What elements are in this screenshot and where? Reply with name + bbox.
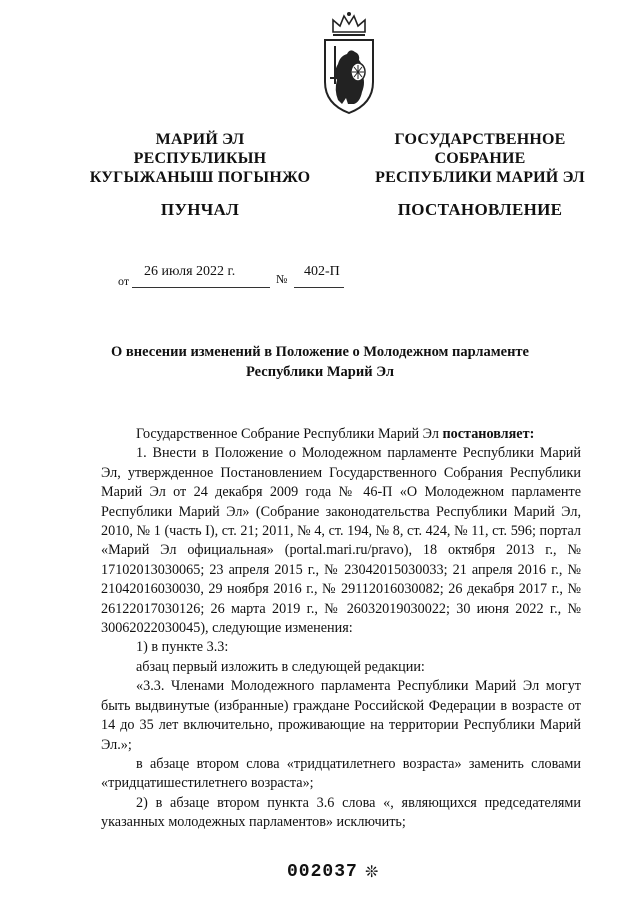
paragraph-1: 1. Внести в Положение о Молодежном парламенте Республики Марий Эл, утвержденное Постановлением Государственного Собрания Республики Марий Эл от 24 декабря 2009 года № 46-П «О Молодежном парламенте Республики Марий Эл» (Собрание законодательства Республики Марий Эл, 2010, № 1 (часть I), ст. 21; 2011, № 4, ст. 194, № 8, ст. 424, № 11, ст. 596; портал «Марий Эл официальная» (portal.mari.ru/pravo), 18 октября 2013 г., № 17102013030065; 23 апреля 2015 г., № 23042015030033; 21 апреля 2016 г., № 21042016030030, 29 ноября 2016 г., № 29112016030082; 26 декабря 2017 г., № 26122017030126; 26 марта 2019 г., № 26032019030022; 30 июня 2022 г., № 30062022030045), следующие изменения: bbox=[101, 445, 581, 637]
date-number-line bbox=[118, 264, 418, 288]
paragraph-5: в абзаце втором слова «тридцатилетнего возраста» заменить словами «тридцатишестилетнего возраста»; bbox=[101, 755, 581, 792]
header-left-block bbox=[80, 130, 320, 187]
header-left-line: КУГЫЖАНЫШ ПОГЫНЖО bbox=[89, 169, 311, 186]
document-date: 26 июля 2022 г. bbox=[144, 264, 236, 279]
intro-bold-verb: постановляет: bbox=[442, 426, 535, 442]
intro-text: Государственное Собрание Республики Марий Эл bbox=[136, 426, 443, 442]
title-line: О внесении изменений в Положение о Молодежном парламенте bbox=[111, 344, 529, 360]
header-right-line: ГОСУДАРСТВЕННОЕ bbox=[394, 131, 566, 148]
date-from-label: от bbox=[118, 274, 130, 288]
number-label: № bbox=[276, 272, 288, 286]
doc-type-mari: ПУНЧАЛ bbox=[160, 200, 240, 219]
header-right-block bbox=[345, 130, 615, 187]
document-number: 402-П bbox=[304, 264, 340, 279]
snowflake-mark-icon: ❊ bbox=[365, 864, 379, 881]
paragraph-3: абзац первый изложить в следующей редакции: bbox=[136, 658, 425, 675]
doc-type-russian: ПОСТАНОВЛЕНИЕ bbox=[397, 200, 563, 219]
title-line: Республики Марий Эл bbox=[246, 364, 394, 380]
document-title bbox=[90, 342, 550, 382]
number-underline bbox=[294, 287, 344, 288]
header-right-line: СОБРАНИЕ bbox=[434, 150, 526, 167]
paragraph-2: 1) в пункте 3.3: bbox=[136, 639, 229, 656]
header-left-line: МАРИЙ ЭЛ bbox=[155, 131, 245, 148]
document-body bbox=[101, 425, 581, 833]
paragraph-6: 2) в абзаце втором пункта 3.6 слова «, являющихся председателями указанных молодежных парламентов» исключить; bbox=[101, 794, 581, 831]
coat-of-arms-emblem bbox=[316, 10, 382, 116]
date-underline bbox=[132, 287, 270, 288]
paragraph-4: «3.3. Членами Молодежного парламента Республики Марий Эл могут быть выдвинутые (избранные) граждане Российской Федерации в возрасте от 14 до 35 лет включительно, проживающие на территории Республики Марий Эл.»; bbox=[101, 678, 581, 753]
serial-number: 002037 bbox=[287, 862, 358, 882]
header-right-line: РЕСПУБЛИКИ МАРИЙ ЭЛ bbox=[375, 169, 585, 186]
header-left-line: РЕСПУБЛИКЫН bbox=[133, 150, 267, 167]
intro-paragraph bbox=[101, 425, 581, 444]
